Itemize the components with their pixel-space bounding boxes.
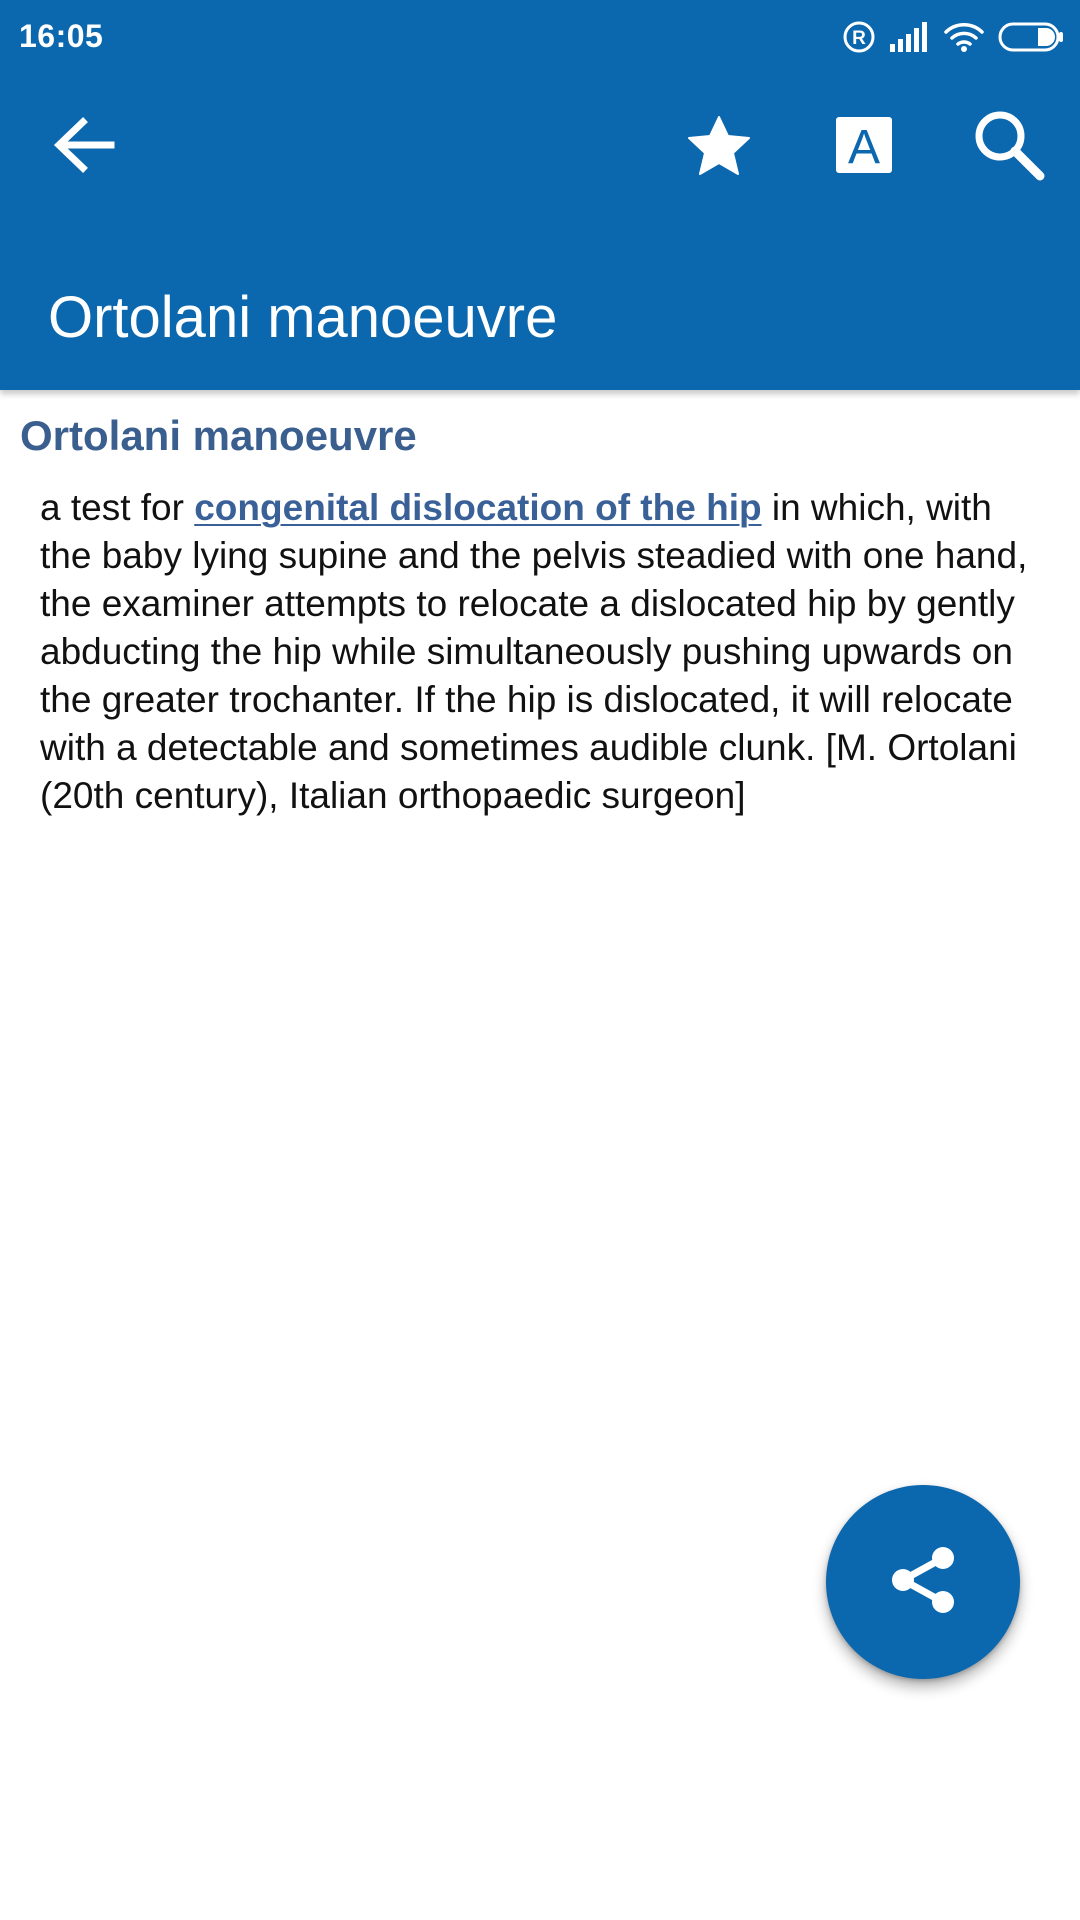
entry-heading: Ortolani manoeuvre — [20, 412, 417, 459]
signal-icon — [890, 22, 930, 52]
battery-icon — [998, 21, 1064, 53]
font-size-button[interactable] — [809, 92, 919, 202]
registered-icon — [842, 20, 876, 54]
entry-definition — [40, 484, 1050, 820]
cross-reference-link[interactable]: congenital dislocation of the hip — [194, 487, 762, 528]
letter-a-icon — [835, 116, 893, 179]
font-size-glyph: A — [847, 120, 881, 174]
back-button[interactable] — [29, 92, 139, 202]
arrow-left-icon — [53, 117, 115, 178]
page-title: Ortolani manoeuvre — [48, 285, 558, 350]
status-icons — [842, 16, 1064, 58]
search-button[interactable] — [954, 92, 1064, 202]
status-time: 16:05 — [19, 18, 104, 54]
entry-content — [0, 390, 1080, 1920]
definition-text-rest: in which, with the baby lying supine and the pelvis steadied with one hand, the examiner attempts to relocate a dislocated hip by gently abducting the hip while simultaneously pushing upwards on the greater trochanter. If the hip is dislocated, it will relocate with a detectable and sometimes audible clunk. [M. Ortolani (20th century), Italian orthopaedic surgeon] — [40, 487, 1028, 816]
share-button[interactable] — [826, 1485, 1020, 1679]
app-bar — [0, 0, 1080, 390]
star-icon — [687, 115, 751, 180]
favorite-button[interactable] — [664, 92, 774, 202]
svg-text:R: R — [852, 28, 866, 49]
magnifier-icon — [972, 108, 1046, 187]
share-icon — [885, 1542, 961, 1623]
definition-text-start: a test for — [40, 487, 195, 528]
wifi-icon — [944, 21, 984, 53]
status-bar — [0, 0, 1080, 74]
